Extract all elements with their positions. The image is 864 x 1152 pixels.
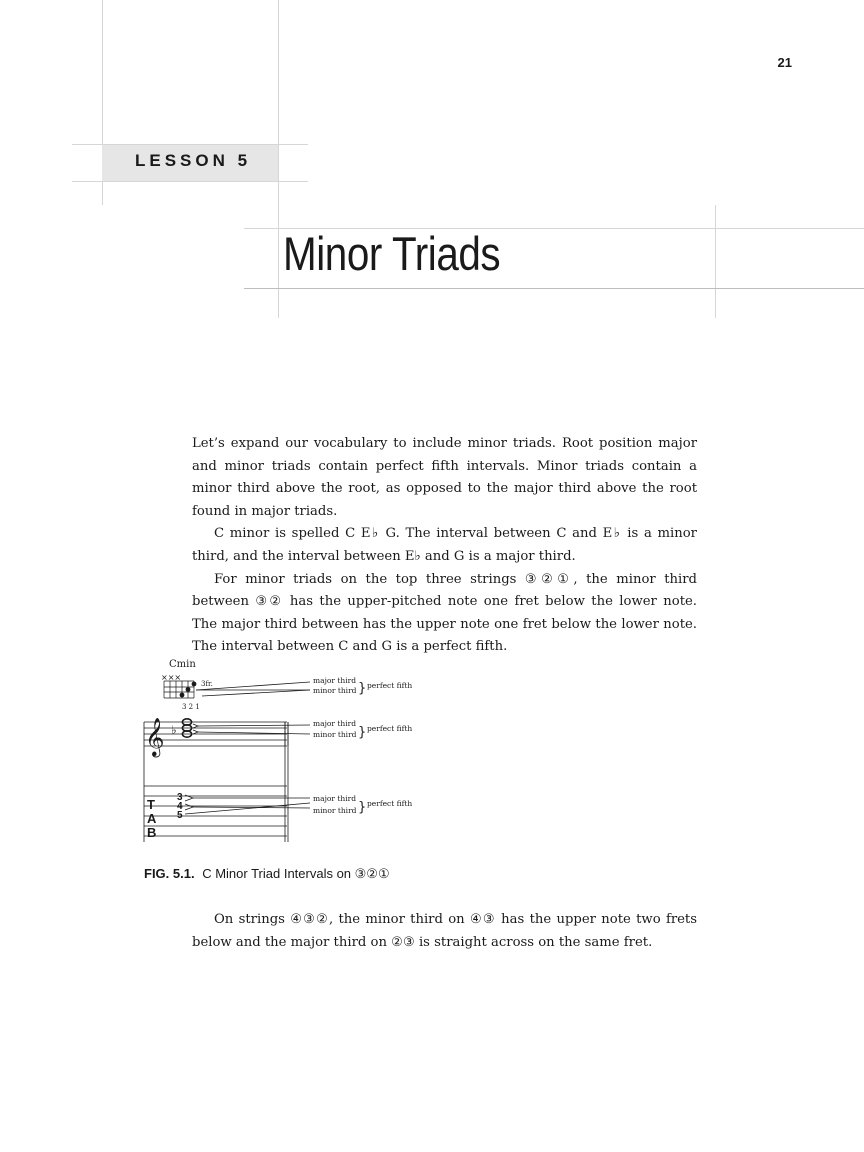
staff-perfect-fifth-label: perfect fifth [367, 724, 413, 733]
paragraph-4: On strings ④③②, the minor third on ④③ has the upper note two frets below and the major third on ②③ is straight across on the same fret. [192, 912, 697, 950]
chapter-title: Minor Triads [283, 227, 501, 280]
tab-major-third-label: major third [313, 794, 357, 803]
body-text-after-figure [192, 909, 697, 954]
figure-caption-number: FIG. 5.1. [144, 866, 195, 881]
flat-sign: ♭ [171, 723, 177, 737]
chord-brace: } [358, 681, 367, 696]
tab-letter-t: T [147, 797, 155, 812]
figure-caption [144, 866, 390, 882]
paragraph-3: For minor triads on the top three strings ③②①, the minor third between ③② has the upper-pitched note one fret below the lower note. The major third between has the upper note one fret below the lower note. The interval between C and G is a perfect fifth. [192, 571, 697, 655]
tab-fret-5: 5 [177, 810, 183, 821]
chord-major-third-label: major third [313, 676, 357, 685]
finger-dot-second-string [186, 687, 191, 692]
chord-minor-third-label: minor third [313, 686, 357, 695]
vertical-rule-middle [278, 0, 279, 318]
body-text [192, 433, 697, 659]
staff-minor-third-label: minor third [313, 730, 357, 739]
treble-clef: 𝄞 [145, 717, 165, 756]
horizontal-rule-lesson-bottom [72, 181, 308, 182]
tab-interval-leaders [185, 795, 310, 814]
staff-major-third-label: major third [313, 719, 357, 728]
tab-letter-b: B [147, 825, 157, 840]
fret-marker: 3fr. [201, 680, 213, 688]
figure-c-minor-intervals [140, 652, 440, 852]
figure-graphic [140, 652, 440, 852]
tab-perfect-fifth-label: perfect fifth [367, 799, 413, 808]
tab-fret-3: 3 [177, 792, 183, 803]
tab-minor-third-label: minor third [313, 806, 357, 815]
tab-brace: } [358, 800, 367, 815]
figure-caption-text: C Minor Triad Intervals on ③②① [202, 866, 390, 881]
fingering: 3 2 1 [182, 703, 200, 711]
tab-letter-a: A [147, 811, 157, 826]
paragraph-2: C minor is spelled C E♭ G. The interval between C and E♭ is a minor third, and the interval between E♭ and G is a major third. [192, 526, 697, 564]
muted-strings: ××× [161, 673, 182, 682]
horizontal-rule-title-bottom [244, 288, 864, 289]
paragraph-1: Let’s expand our vocabulary to include minor triads. Root position major and minor triads contain perfect fifth intervals. Minor triads contain a minor third above the root, as opposed to the major third above the root found in major triads. [192, 436, 697, 519]
staff-interval-leaders [193, 724, 310, 734]
vertical-rule-right [715, 205, 716, 318]
finger-dot-third-string [180, 693, 185, 698]
chord-interval-leaders [196, 682, 310, 696]
staff-lines [144, 722, 288, 842]
chord-perfect-fifth-label: perfect fifth [367, 681, 413, 690]
lesson-label: LESSON 5 [135, 151, 252, 170]
page-number: 21 [777, 55, 792, 70]
tab-fret-4: 4 [177, 801, 183, 812]
finger-dot-first-string [192, 682, 197, 687]
staff-brace: } [358, 725, 367, 740]
chord-name: Cmin [169, 659, 196, 670]
